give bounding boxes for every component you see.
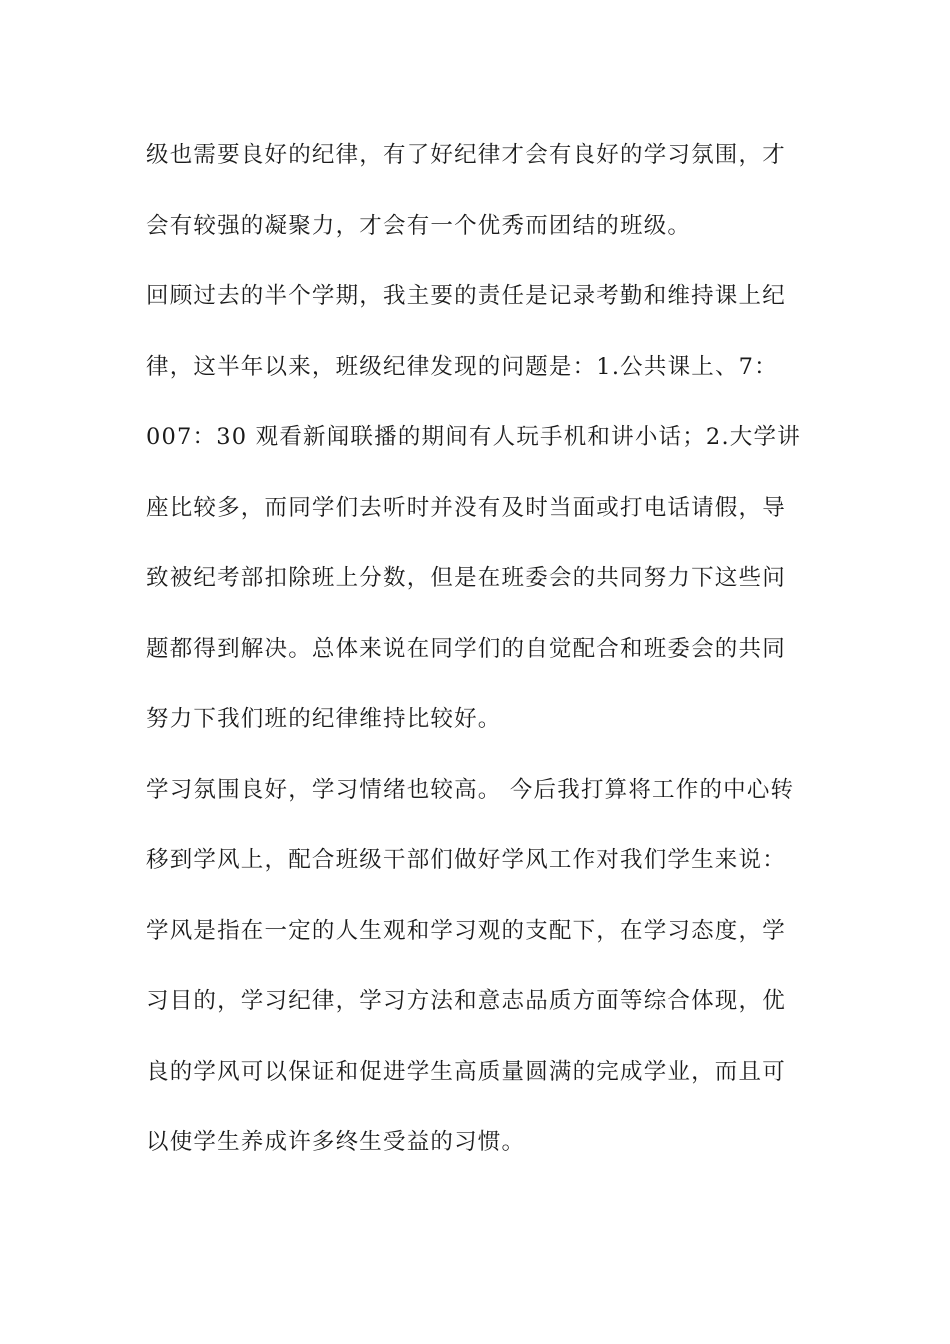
text-line: 回顾过去的半个学期，我主要的责任是记录考勤和维持课上纪 (146, 283, 786, 309)
text-line: 律，这半年以来，班级纪律发现的问题是：1.公共课上、7： (146, 353, 778, 380)
text-line: 学风是指在一定的人生观和学习观的支配下，在学习态度，学 (146, 917, 786, 944)
text-line: 以使学生养成许多终生受益的习惯。 (146, 1129, 526, 1155)
document-body (146, 130, 816, 1188)
text-line: 致被纪考部扣除班上分数，但是在班委会的共同努力下这些问 (146, 565, 786, 591)
text-line: 007：30 观看新闻联播的期间有人玩手机和讲小话；2.大学讲 (146, 424, 801, 450)
text-line: 会有较强的凝聚力，才会有一个优秀而团结的班级。 (146, 212, 692, 239)
text-line: 努力下我们班的纪律维持比较好。 (146, 706, 502, 732)
text-line: 级也需要良好的纪律，有了好纪律才会有良好的学习氛围，才 (146, 142, 786, 168)
text-line: 学习氛围良好，学习情绪也较高。 今后我打算将工作的中心转 (146, 776, 795, 803)
text-line: 座比较多，而同学们去听时并没有及时当面或打电话请假，导 (146, 494, 786, 521)
text-line: 移到学风上，配合班级干部们做好学风工作对我们学生来说： (146, 847, 786, 873)
text-line: 习目的，学习纪律，学习方法和意志品质方面等综合体现，优 (146, 988, 786, 1014)
text-line: 良的学风可以保证和促进学生高质量圆满的完成学业，而且可 (146, 1058, 786, 1085)
text-line: 题都得到解决。总体来说在同学们的自觉配合和班委会的共同 (146, 635, 786, 662)
